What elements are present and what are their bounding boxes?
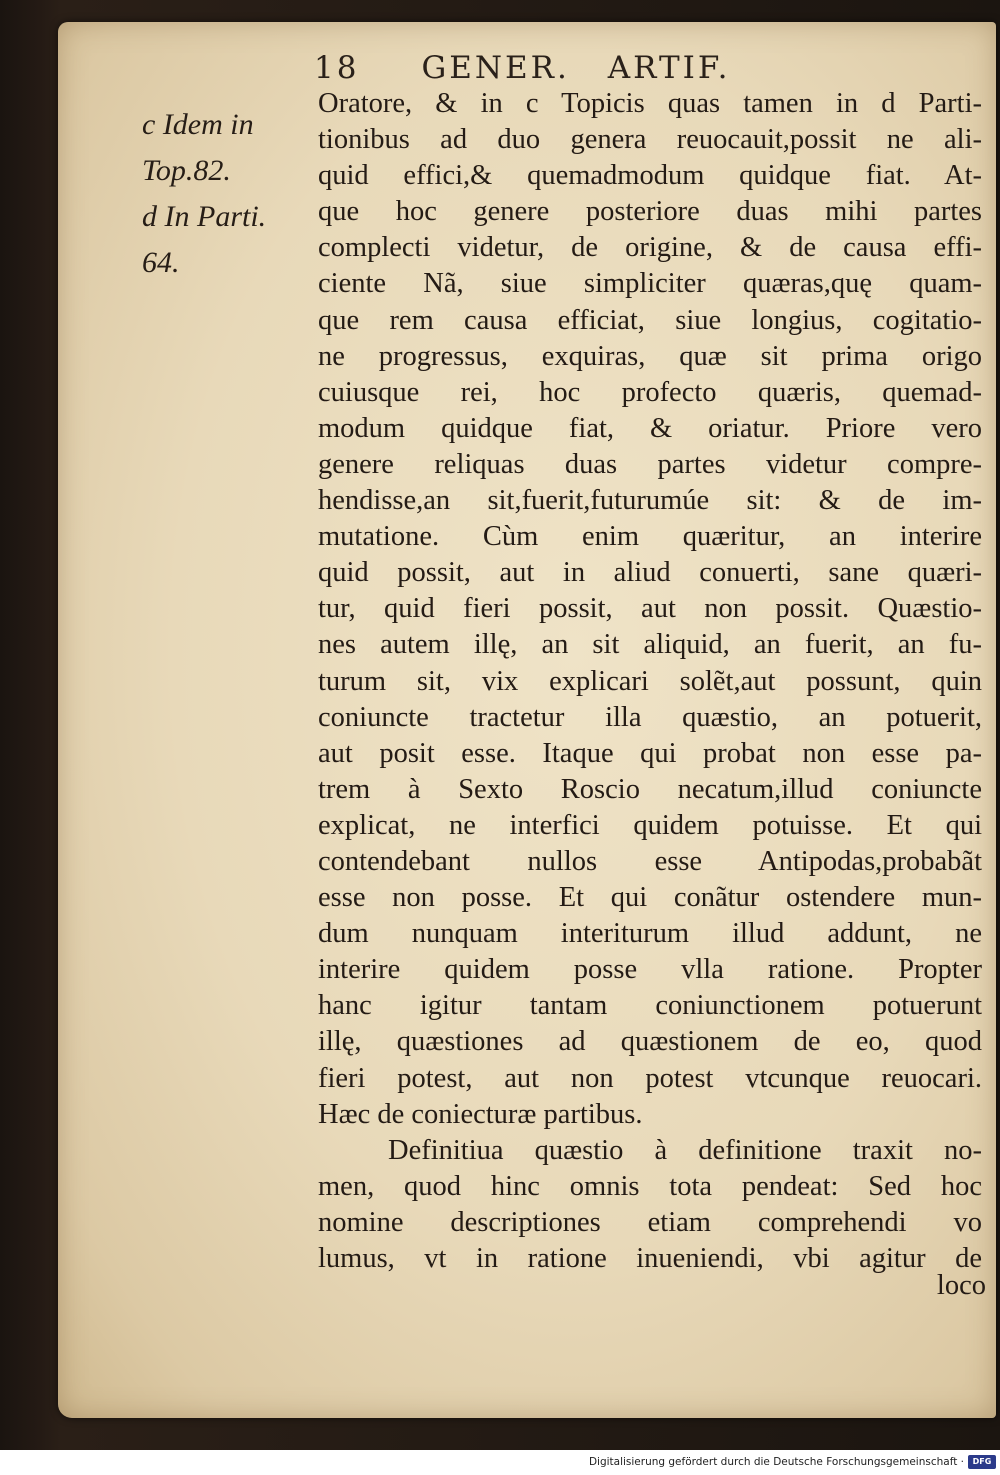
margin-note: d In Parti. [142,200,267,233]
text-line: quid possit, aut in aliud conuerti, sane quæri- [318,557,982,589]
text-line: tur, quid fieri possit, aut non possit. Quæstio- [318,593,982,625]
running-header [314,50,814,86]
text-line: fieri potest, aut non potest vtcunque reuocari. [318,1062,982,1094]
text-line: cuiusque rei, hoc profecto quæris, quemad- [318,376,982,408]
text-line: men, quod hinc omnis tota pendeat: Sed hoc [318,1170,982,1202]
text-line: nomine descriptiones etiam comprehendi vo [318,1206,982,1238]
text-line: explicat, ne interfici quidem potuisse. Et qui [318,809,982,841]
text-line: modum quidque fiat, & oriatur. Priore vero [318,412,982,444]
text-line: tionibus ad duo genera reuocauit,possit ne ali- [318,124,982,156]
header-title-right: ARTIF. [607,50,731,86]
text-line: Definitiua quæstio à definitione traxit no- [388,1134,982,1166]
text-line: esse non posse. Et qui conãtur ostendere mun- [318,882,982,914]
text-line: aut posit esse. Itaque qui probat non esse pa- [318,737,982,769]
text-line: nes autem illę, an sit aliquid, an fuerit, an fu- [318,629,982,661]
header-title-left: GENER. [421,50,570,86]
digitization-footer [0,1450,1000,1475]
text-line: que hoc genere posteriore duas mihi partes [318,196,982,228]
text-line: hanc igitur tantam coniunctionem potuerunt [318,990,982,1022]
text-line: lumus, vt in ratione inueniendi, vbi agitur de [318,1243,982,1274]
text-line: quid effici,& quemadmodum quidque fiat. At- [318,160,982,192]
text-line: Oratore, & in c Topicis quas tamen in d Parti- [318,88,982,119]
text-line: complecti videtur, de origine, & de causa effi- [318,232,982,264]
margin-note: Top.82. [142,154,231,187]
text-line: trem à Sexto Roscio necatum,illud coniuncte [318,773,982,805]
text-line: hendisse,an sit,fuerit,futurumúe sit: & de im- [318,485,982,517]
text-line: coniuncte tractetur illa quæstio, an potuerit, [318,701,982,733]
text-line: contendebant nullos esse Antipodas,probabãt [318,845,982,877]
page-number: 18 [314,50,360,86]
text-line: dum nunquam interiturum illud addunt, ne [318,918,982,950]
margin-notes [142,102,322,286]
text-line: ne progressus, exquiras, quæ sit prima origo [318,340,982,372]
text-line: illę, quæstiones ad quæstionem de eo, quod [318,1026,982,1058]
body-text [318,86,982,1277]
text-line: Hæc de coniecturæ partibus. [318,1098,643,1130]
text-line: que rem causa efficiat, siue longius, cogitatio- [318,304,982,336]
dfg-logo-icon: DFG [968,1455,996,1469]
text-line: interire quidem posse vlla ratione. Propter [318,954,982,986]
margin-note: c Idem in [142,108,254,141]
margin-note: 64. [142,246,180,279]
text-line: ciente Nã, siue simpliciter quæras,quę quam- [318,268,982,300]
text-line: turum sit, vix explicari solẽt,aut possunt, quin [318,665,982,697]
funding-credit: Digitalisierung gefördert durch die Deutsche Forschungsgemeinschaft · [588,1456,964,1468]
catchword: loco [936,1270,986,1301]
text-line: genere reliquas duas partes videtur compre- [318,448,982,480]
text-line: mutatione. Cùm enim quæritur, an interire [318,521,982,553]
